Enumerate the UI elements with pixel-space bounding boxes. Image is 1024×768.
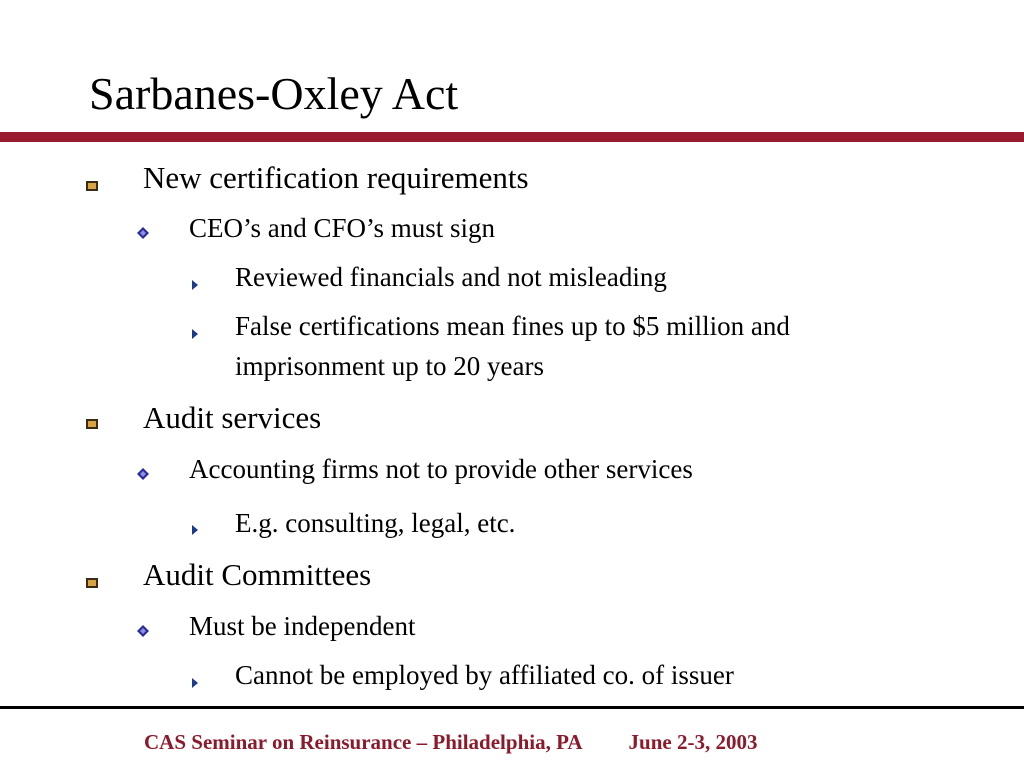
- square-bullet-icon: [86, 578, 98, 588]
- arrow-bullet-icon: [190, 279, 200, 291]
- bullet-audit-services: Audit services: [143, 400, 322, 435]
- slide-title: Sarbanes-Oxley Act: [89, 68, 459, 119]
- diamond-bullet-icon: [137, 625, 149, 637]
- bullet-consulting-legal: E.g. consulting, legal, etc.: [235, 508, 516, 538]
- square-bullet-icon: [86, 181, 98, 191]
- bullet-must-be-independent: Must be independent: [189, 611, 416, 641]
- bullet-audit-committees: Audit Committees: [143, 557, 372, 592]
- bullet-reviewed-financials: Reviewed financials and not misleading: [235, 262, 667, 292]
- bullet-accounting-firms: Accounting firms not to provide other services: [189, 454, 693, 484]
- arrow-bullet-icon: [190, 524, 200, 536]
- footer-date: June 2-3, 2003: [628, 730, 758, 754]
- bullet-false-certifications-continued: imprisonment up to 20 years: [235, 351, 544, 381]
- square-bullet-icon: [86, 419, 98, 429]
- bullet-cannot-be-employed: Cannot be employed by affiliated co. of issuer: [235, 660, 734, 690]
- diamond-bullet-icon: [137, 468, 149, 480]
- bullet-new-certification: New certification requirements: [143, 160, 529, 195]
- footer-event: CAS Seminar on Reinsurance – Philadelphia, PA: [144, 730, 583, 754]
- footer-divider: [0, 706, 1024, 709]
- slide-footer: [144, 729, 757, 755]
- diamond-bullet-icon: [137, 227, 149, 239]
- bullet-false-certifications: False certifications mean fines up to $5 million and: [235, 311, 790, 341]
- arrow-bullet-icon: [190, 677, 200, 689]
- arrow-bullet-icon: [190, 328, 200, 340]
- bullet-ceo-cfo-sign: CEO’s and CFO’s must sign: [189, 213, 496, 243]
